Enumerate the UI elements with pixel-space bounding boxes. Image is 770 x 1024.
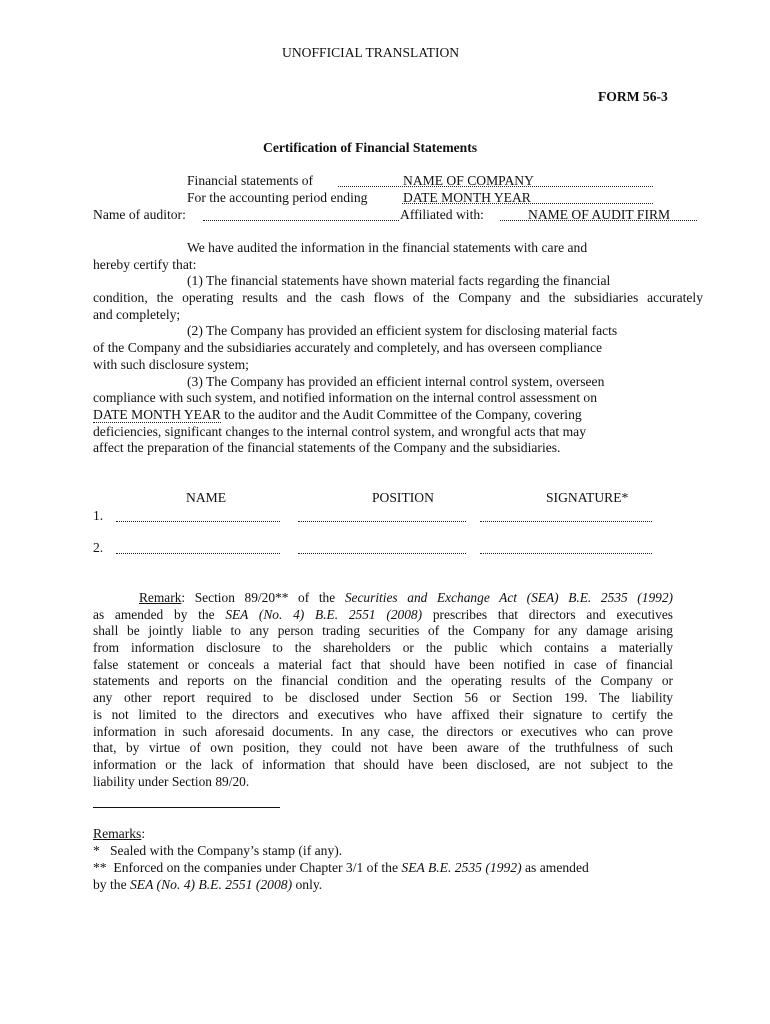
remark-line: from information disclosure to the shareholders or the public which contains a materially <box>93 640 673 656</box>
body-line: of the Company and the subsidiaries accurately and completely, and has overseen compliance <box>93 340 603 356</box>
body-line: We have audited the information in the financial statements with care and <box>187 240 588 255</box>
remark-line: statements and reports on the financial condition and the operating results of the Company or <box>93 673 673 689</box>
column-header-signature: SIGNATURE* <box>546 490 629 505</box>
period-label: For the accounting period ending <box>187 190 368 205</box>
remark-line: as amended by the SEA (No. 4) B.E. 2551 (2008) prescribes that directors and executives <box>93 606 673 622</box>
signature-row-number: 1. <box>93 508 104 523</box>
footnote-stamp: * Sealed with the Company’s stamp (if any). <box>93 843 343 858</box>
position-line-1 <box>298 521 466 522</box>
name-line-2 <box>116 553 280 554</box>
remark-line: is not limited to the directors and executives who have affixed their signature to certify the <box>93 706 673 722</box>
footnote-enforcement-cont: by the SEA (No. 4) B.E. 2551 (2008) only. <box>93 877 323 892</box>
body-line: hereby certify that: <box>93 256 197 272</box>
body-line: deficiencies, significant changes to the internal control system, and wrongful acts that may <box>93 423 586 439</box>
signature-line-1 <box>480 521 652 522</box>
signature-line-2 <box>480 553 652 554</box>
audit-firm-value: NAME OF AUDIT FIRM <box>528 207 671 222</box>
remark-line: Remark: Section 89/20** of the Securities and Exchange Act (SEA) B.E. 2535 (1992) <box>139 590 673 605</box>
body-line: with such disclosure system; <box>93 356 249 372</box>
remark-line: information or the lack of information that should have been disclosed, are not subject to the <box>93 756 673 772</box>
remark-line: information in such aforesaid documents. In any case, the directors or executives who can prove <box>93 723 673 739</box>
document-title: Certification of Financial Statements <box>263 140 478 155</box>
remark-paragraph <box>93 590 673 790</box>
column-header-position: POSITION <box>372 490 434 505</box>
company-value: NAME OF COMPANY <box>403 173 534 188</box>
auditor-field-dots <box>203 220 399 221</box>
footnotes-label: Remarks: <box>93 826 146 841</box>
body-line: (2) The Company has provided an efficient system for disclosing material facts <box>187 323 618 339</box>
body-line: affect the preparation of the financial statements of the Company and the subsidiaries. <box>93 440 561 456</box>
form-number: FORM 56-3 <box>598 89 668 104</box>
column-header-name: NAME <box>186 490 227 505</box>
signature-row-number: 2. <box>93 540 104 555</box>
auditor-label: Name of auditor: <box>93 207 186 222</box>
body-line: and completely; <box>93 306 181 322</box>
position-line-2 <box>298 553 466 554</box>
name-line-1 <box>116 521 280 522</box>
footnote-enforcement: ** Enforced on the companies under Chapter 3/1 of the SEA B.E. 2535 (1992) as amended <box>93 860 589 875</box>
remark-line: that, by virtue of own position, they could not have been aware of the truthfulness of such <box>93 740 673 756</box>
remark-line: any other report required to be disclosed under Section 56 or Section 199. The liability <box>93 690 673 706</box>
footnote-divider <box>93 807 280 808</box>
translation-note: UNOFFICIAL TRANSLATION <box>282 45 460 60</box>
remark-line: shall be jointly liable to any person trading securities of the Company for any damage arising <box>93 623 673 639</box>
affiliated-label: Affiliated with: <box>400 207 484 222</box>
company-label: Financial statements of <box>187 173 314 188</box>
body-line: DATE MONTH YEAR to the auditor and the Audit Committee of the Company, covering <box>93 406 582 422</box>
period-value: DATE MONTH YEAR <box>403 190 531 205</box>
body-line: (1) The financial statements have shown material facts regarding the financial <box>187 273 611 289</box>
body-line: (3) The Company has provided an efficient internal control system, overseen <box>187 373 605 389</box>
remark-line: false statement or conceals a material fact that should have been notified in case of financial <box>93 656 673 672</box>
remark-line: liability under Section 89/20. <box>93 773 250 789</box>
certification-body <box>93 240 703 457</box>
assessment-date: DATE MONTH YEAR <box>93 406 221 422</box>
body-line: condition, the operating results and the cash flows of the Company and the subsidiaries accurately <box>93 290 703 306</box>
body-line: compliance with such system, and notified information on the internal control assessment on <box>93 390 597 406</box>
